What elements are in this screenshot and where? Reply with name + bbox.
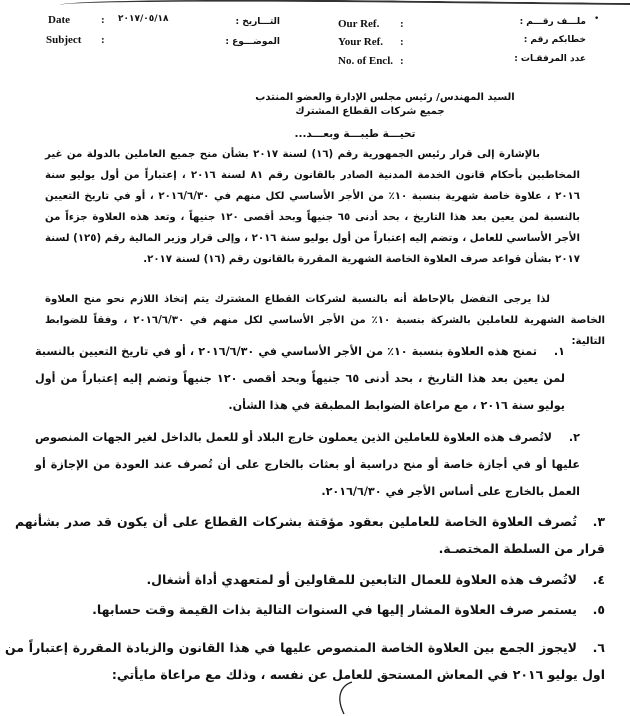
encl-colon: : (400, 55, 404, 67)
paragraph-directive: لذا يرجى التفضل بالإحاطة أنه بالنسبة لشركات القطاع المشترك يتم إتخاذ اللازم نحو منح العلاوة الخاصة الشهرية للعاملين بالشركة بنسبة ١٠٪ من الأجر الأساسي لكل منهم في ٢٠١٦/٦/٣٠ ، وفقاً للضوابط التالية: (45, 294, 606, 347)
list-item-text: يستمر صرف العلاوة المشار إليها في السنوات التالية بذات القيمة وقت حسابها. (92, 602, 577, 617)
handwritten-mark (330, 680, 360, 716)
date-colon: : (101, 14, 105, 26)
your-ref-label-ar: خطابكم رقم : (523, 35, 586, 45)
list-item-text: تمنح هذه العلاوة بنسبة ١٠٪ من الأجر الأساسي في ٢٠١٦/٦/٣٠ ، أو في تاريخ التعيين بالنسبة لمن يعين بعد هذا التاريخ ، بحد أدنى ٦٥ جنيهاً وبحد أقصى ١٢٠ جنيهاً وتضم إليه إعتباراً من أول يوليو سنة ٢٠١٦ ، مع مراعاة الضوابط المطبقة في هذا الشأن. (35, 345, 565, 412)
list-item-text: تُصرف العلاوة الخاصة للعاملين بعقود مؤقتة بشركات القطاع على أن يكون قد صدر بشأنهم قرار من السلطة المختصـة. (15, 514, 605, 556)
list-item-4 (15, 566, 605, 593)
list-item-text: لاتُصرف هذه العلاوة للعاملين الذين يعملون خارج البلاد أو للعمل بالداخل لغير الجهات المنصوص عليها أو في أجازة خاصة أو منح دراسية أو بعثات بالخارج على أن تُصرف عند العودة من الإجازة أو العمل بالخارج على أساس الأجر في ٢٠١٦/٦/٣٠. (35, 431, 580, 498)
encl-label-ar: عدد المرفقـات : (514, 54, 586, 64)
list-item-text: لايجوز الجمع بين العلاوة الخاصة المنصوص عليها في هذا القانون والزيادة المقررة إعتباراً من اول يوليو ٢٠١٦ في المعاش المستحق للعامل عن نفسه ، وذلك مع مراعاة مايأتي: (5, 640, 605, 682)
letterhead-border (60, 0, 630, 11)
addressee-line2: جميع شركات القطاع المشترك (295, 106, 445, 117)
list-item-number: ١. (553, 345, 565, 358)
list-item-number: ٥. (592, 602, 605, 617)
list-item-number: ٤. (592, 572, 605, 587)
our-ref-colon: : (400, 18, 404, 30)
addressee-line1: السيد المهندس/ رئيس مجلس الإدارة والعضو المنتدب (255, 92, 515, 103)
bullet-icon: • (594, 14, 600, 24)
list-item-5 (15, 596, 605, 623)
date-value: ٢٠١٧/٠٥/١٨ (118, 14, 169, 24)
list-item-2 (35, 424, 580, 505)
our-ref-label-ar: ملـــف رقـــم : (519, 17, 586, 27)
subject-label-en: Subject (46, 34, 82, 46)
subject-colon: : (101, 34, 105, 46)
list-item-number: ٦. (592, 640, 605, 655)
list-item-1 (35, 338, 565, 419)
list-item-6 (5, 634, 605, 688)
our-ref-label-en: Our Ref. (338, 18, 380, 30)
subject-label-ar: الموضـــوع : (225, 37, 280, 47)
greeting: تحيـــة طيبـــة وبعـــد... (294, 128, 416, 140)
date-label-en: Date (48, 14, 70, 26)
list-item-3 (15, 508, 605, 562)
list-item-number: ٢. (568, 431, 580, 444)
date-label-ar: التـــاريخ : (235, 17, 280, 27)
list-item-number: ٣. (592, 514, 605, 529)
your-ref-colon: : (400, 36, 404, 48)
paragraph-intro: بالإشارة إلى قرار رئيس الجمهورية رقم (١٦) لسنة ٢٠١٧ بشأن منح جميع العاملين بالدولة من غير المخاطبين بأحكام قانون الخدمة المدنية الصادر بالقانون رقم ٨١ لسنة ٢٠١٦ ، إعتباراً من أول يوليو سنة ٢٠١٦ ، علاوة خاصة شهرية بنسبة ١٠٪ من الأجر الأساسي لكل منهم في ٢٠١٦/٦/٣٠ ، أو في تاريخ التعيين بالنسبة لمن يعين بعد هذا التاريخ ، بحد أدنى ٦٥ جنيهاً وبحد أقصى ١٢٠ جنيهاً ، وتعد هذه العلاوة جزءاً من الأجر الأساسي للعامل ، وتضم إليه إعتباراً من أول يوليو سنة ٢٠١٦ ، وإلى قرار وزير المالية رقم (١٢٥) لسنة ٢٠١٧ بشأن قواعد صرف العلاوة الخاصة الشهرية المقررة بالقانون رقم (١٦) لسنة ٢٠١٧. (45, 149, 581, 265)
your-ref-label-en: Your Ref. (338, 36, 384, 48)
list-item-text: لاتُصرف هذه العلاوة للعمال التابعين للمقاولين أو لمتعهدي أداة أشغال. (146, 572, 577, 587)
encl-label-en: No. of Encl. (338, 55, 393, 67)
